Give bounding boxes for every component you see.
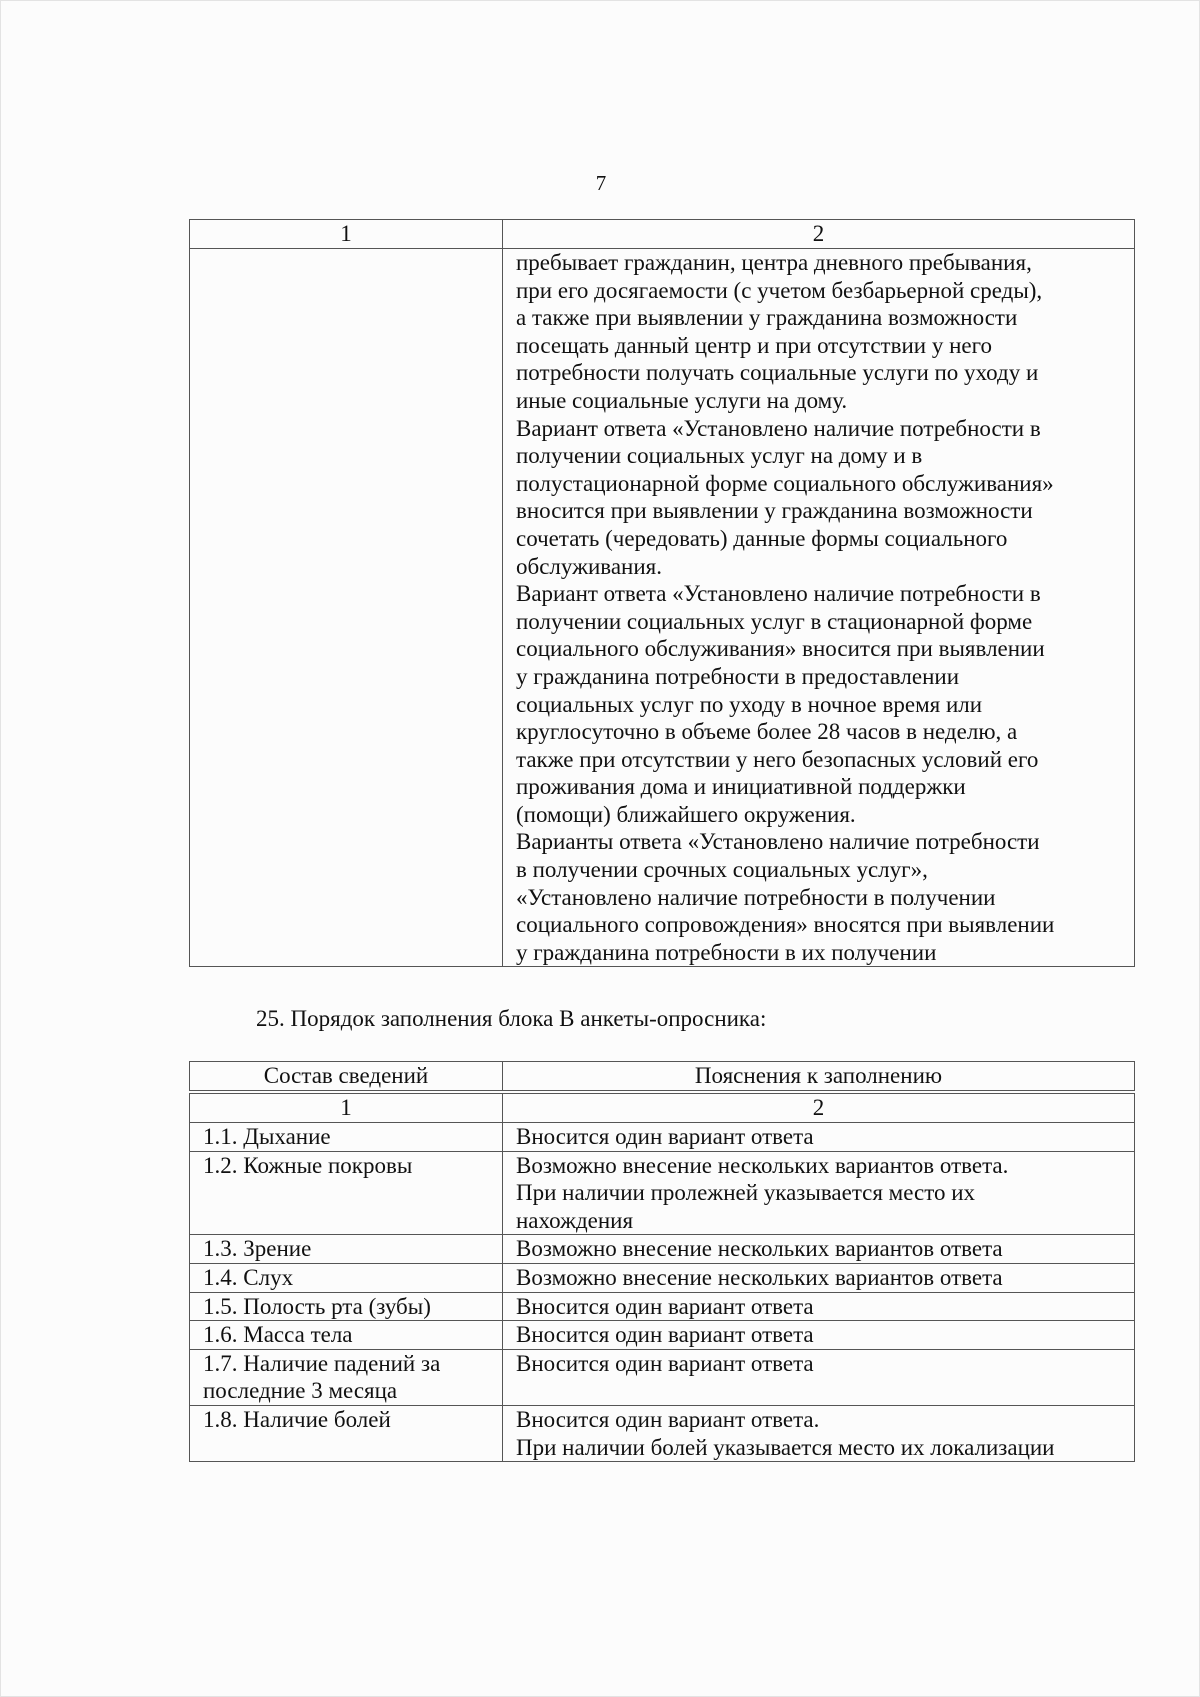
table-row — [190, 1263, 1135, 1292]
table-row — [190, 1321, 1135, 1350]
text-line: полустационарной форме социального обслуживания» — [516, 470, 1054, 496]
text-line: получении социальных услуг на дому и в — [516, 443, 923, 469]
row-label-cell — [190, 1292, 503, 1321]
table-row — [190, 1292, 1135, 1321]
text-line: вносится при выявлении у гражданина возможности — [516, 498, 1033, 524]
continuation-table — [189, 219, 1135, 967]
text-line: (помощи) ближайшего окружения. — [516, 801, 856, 827]
row-label-line: 1.1. Дыхание — [203, 1124, 331, 1149]
row-label-line: 1.6. Масса тела — [203, 1322, 353, 1348]
row-note-line: При наличии пролежней указывается место их — [516, 1180, 976, 1206]
row-note-cell — [503, 1123, 1135, 1152]
row-note-cell — [503, 1349, 1135, 1405]
text-line: Вариант ответа «Установлено наличие потребности в — [516, 415, 1041, 441]
text-line: круглосуточно в объеме более 28 часов в неделю, а — [516, 719, 1018, 745]
text-line: при его досягаемости (с учетом безбарьерной среды), — [516, 277, 1043, 303]
row-note-cell — [503, 1151, 1135, 1235]
row-note-line: Вносится один вариант ответа — [516, 1124, 814, 1149]
row-label-line: последние 3 месяца — [203, 1378, 398, 1404]
row-note-line: Возможно внесение нескольких вариантов ответа — [516, 1236, 1003, 1262]
table-row — [190, 1235, 1135, 1264]
page-number: 7 — [595, 171, 607, 195]
text-line: социального сопровождения» вносятся при выявлении — [516, 912, 1055, 938]
text-line: иные социальные услуги на дому. — [516, 387, 848, 413]
header-composition: Состав сведений — [190, 1062, 503, 1093]
table-number-row — [190, 220, 1135, 249]
text-line: а также при выявлении у гражданина возможности — [516, 305, 1018, 331]
row-note-line: Возможно внесение нескольких вариантов ответа — [516, 1264, 1003, 1290]
row-note-line: При наличии болей указывается место их локализации — [516, 1434, 1055, 1460]
table-header-row — [190, 1062, 1135, 1093]
text-line: социального обслуживания» вносится при выявлении — [516, 636, 1045, 662]
table-number-row — [190, 1092, 1135, 1123]
row-note-cell — [503, 1235, 1135, 1264]
row-label-cell — [190, 1263, 503, 1292]
row-label-cell — [190, 1405, 503, 1461]
row-label-line: 1.2. Кожные покровы — [203, 1152, 413, 1178]
continuation-text-cell — [503, 249, 1135, 967]
row-label-cell — [190, 1235, 503, 1264]
column-number-1: 1 — [190, 1092, 503, 1123]
row-note-line: Возможно внесение нескольких вариантов ответа. — [516, 1152, 1009, 1178]
row-label-cell — [190, 1151, 503, 1235]
row-note-line: нахождения — [516, 1207, 634, 1233]
row-label-line: 1.7. Наличие падений за — [203, 1350, 441, 1376]
table-row — [190, 1151, 1135, 1235]
text-line: социальных услуг по уходу в ночное время или — [516, 691, 983, 717]
row-note-cell — [503, 1292, 1135, 1321]
text-line: проживания дома и инициативной поддержки — [516, 774, 966, 800]
column-number-2: 2 — [503, 1092, 1135, 1123]
text-line: у гражданина потребности в предоставлении — [516, 663, 960, 689]
text-line: сочетать (чередовать) данные формы социального — [516, 525, 1008, 551]
text-line: получении социальных услуг в стационарной форме — [516, 608, 1033, 634]
row-label-cell — [190, 1321, 503, 1350]
row-note-cell — [503, 1405, 1135, 1461]
table-row — [190, 249, 1135, 967]
text-line: в получении срочных социальных услуг», — [516, 857, 928, 883]
row-note-cell — [503, 1263, 1135, 1292]
column-number-2: 2 — [503, 220, 1135, 249]
row-note-line: Вносится один вариант ответа — [516, 1350, 814, 1376]
table-row — [190, 1349, 1135, 1405]
text-line: обслуживания. — [516, 553, 662, 579]
row-label-line: 1.3. Зрение — [203, 1236, 312, 1262]
text-line: потребности получать социальные услуги по уходу и — [516, 360, 1039, 386]
section-paragraph: 25. Порядок заполнения блока В анкеты-опросника: — [256, 1006, 767, 1031]
text-line: у гражданина потребности в их получении — [516, 939, 937, 965]
block-v-table — [189, 1061, 1135, 1462]
text-line: «Установлено наличие потребности в получении — [516, 884, 996, 910]
text-line: пребывает гражданин, центра дневного пребывания, — [516, 250, 1032, 275]
text-line: также при отсутствии у него безопасных условий его — [516, 746, 1039, 772]
column-number-1: 1 — [190, 220, 503, 249]
text-line: посещать данный центр и при отсутствии у него — [516, 332, 992, 358]
row-note-line: Вносится один вариант ответа. — [516, 1406, 820, 1432]
table-row — [190, 1123, 1135, 1152]
continuation-text — [516, 249, 1134, 966]
row-label-cell — [190, 1349, 503, 1405]
row-note-cell — [503, 1321, 1135, 1350]
text-line: Вариант ответа «Установлено наличие потребности в — [516, 581, 1041, 607]
table-row — [190, 1405, 1135, 1461]
row-label-line: 1.5. Полость рта (зубы) — [203, 1293, 431, 1319]
header-explanations: Пояснения к заполнению — [503, 1062, 1135, 1093]
row-label-line: 1.8. Наличие болей — [203, 1406, 391, 1432]
text-line: Варианты ответа «Установлено наличие потребности — [516, 829, 1040, 855]
empty-cell — [190, 249, 503, 967]
row-label-line: 1.4. Слух — [203, 1264, 294, 1290]
row-note-line: Вносится один вариант ответа — [516, 1293, 814, 1319]
row-label-cell — [190, 1123, 503, 1152]
row-note-line: Вносится один вариант ответа — [516, 1322, 814, 1348]
